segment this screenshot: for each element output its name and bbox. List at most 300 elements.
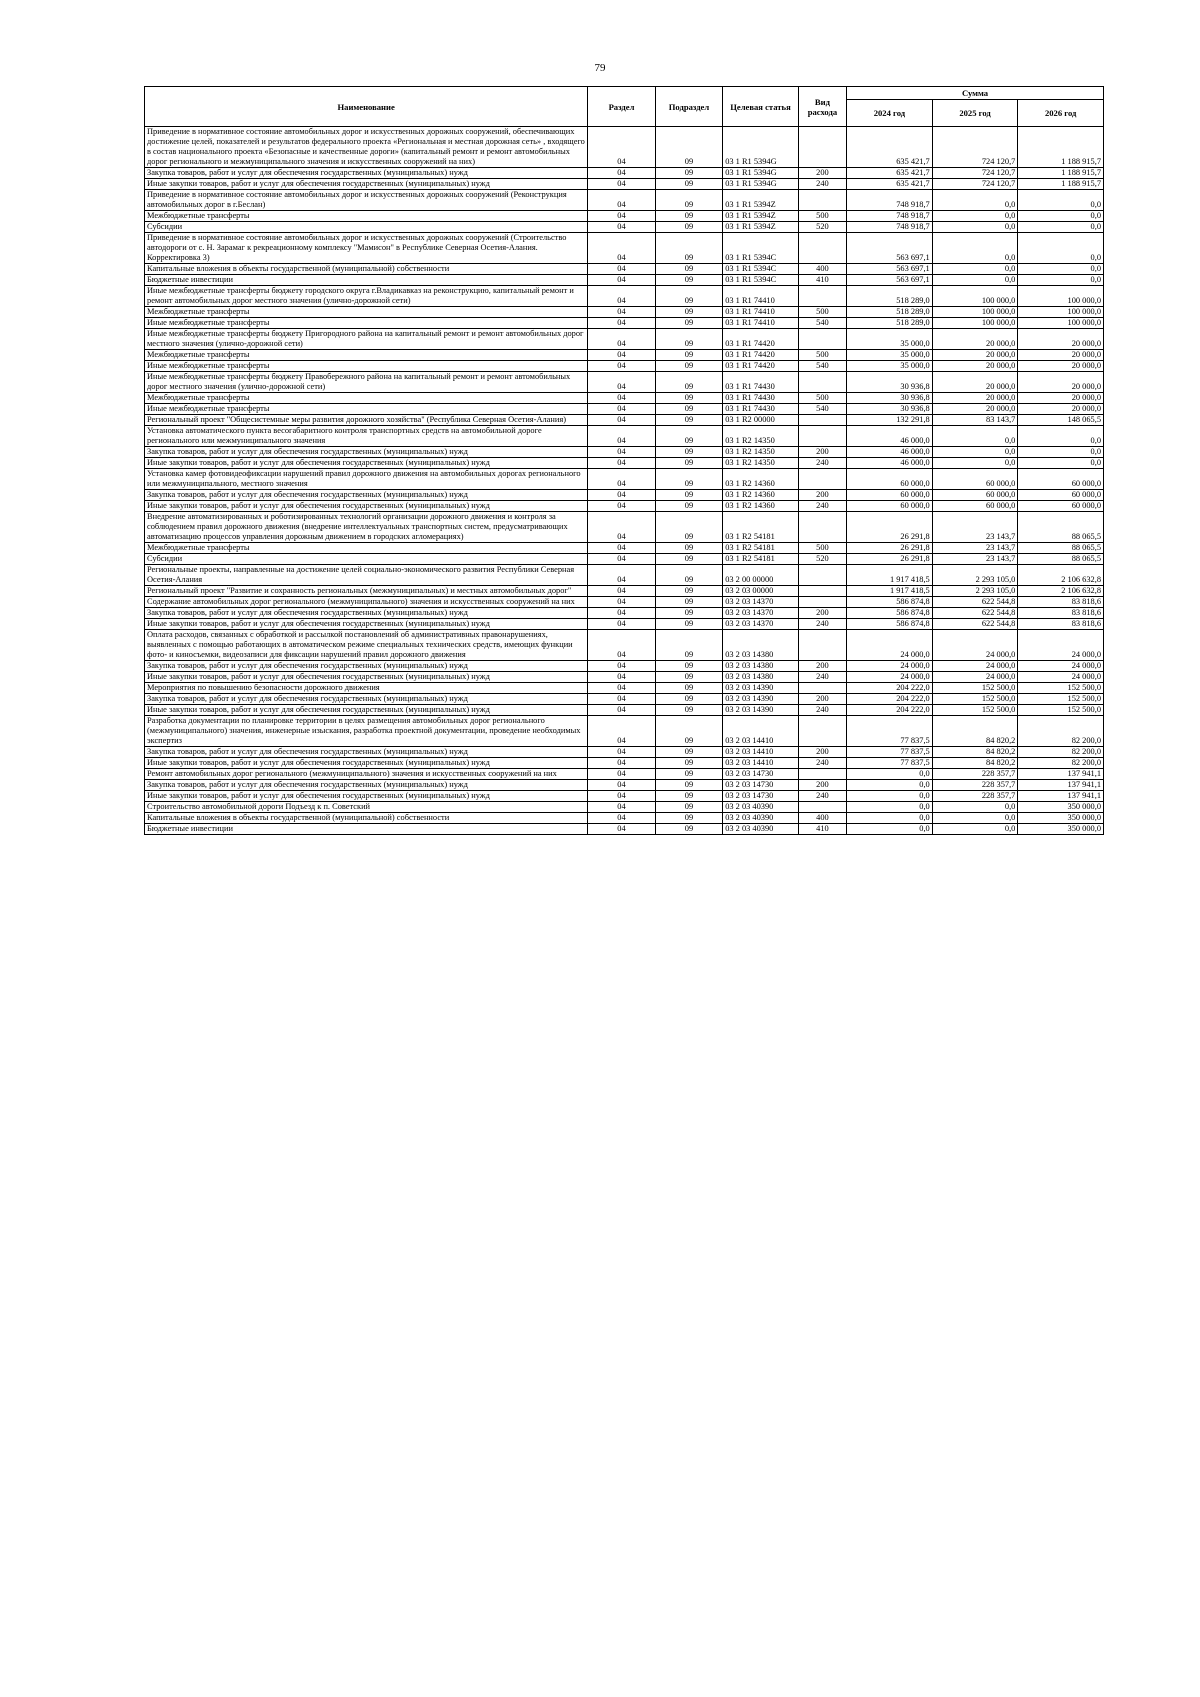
row-subsection: 09 bbox=[655, 361, 722, 372]
row-2026: 60 000,0 bbox=[1018, 501, 1104, 512]
page-number: 79 bbox=[594, 62, 606, 74]
row-2026: 0,0 bbox=[1018, 275, 1104, 286]
row-name: Иные закупки товаров, работ и услуг для обеспечения государственных (муниципальных) нужд bbox=[145, 501, 588, 512]
row-expense-type bbox=[798, 597, 846, 608]
row-target-article: 03 1 R1 5394Z bbox=[723, 222, 799, 233]
row-expense-type: 520 bbox=[798, 222, 846, 233]
row-2026: 2 106 632,8 bbox=[1018, 586, 1104, 597]
row-2025: 60 000,0 bbox=[932, 490, 1018, 501]
row-expense-type: 540 bbox=[798, 361, 846, 372]
row-expense-type: 240 bbox=[798, 501, 846, 512]
row-target-article: 03 1 R1 5394Z bbox=[723, 211, 799, 222]
row-subsection: 09 bbox=[655, 168, 722, 179]
table-row bbox=[145, 469, 1104, 490]
row-2026: 82 200,0 bbox=[1018, 758, 1104, 769]
row-2025: 228 357,7 bbox=[932, 791, 1018, 802]
row-expense-type bbox=[798, 286, 846, 307]
row-name: Закупка товаров, работ и услуг для обеспечения государственных (муниципальных) нужд bbox=[145, 168, 588, 179]
row-2024: 1 917 418,5 bbox=[847, 565, 933, 586]
row-expense-type: 200 bbox=[798, 447, 846, 458]
row-target-article: 03 2 03 14730 bbox=[723, 791, 799, 802]
row-2026: 60 000,0 bbox=[1018, 469, 1104, 490]
row-section: 04 bbox=[588, 361, 655, 372]
row-subsection: 09 bbox=[655, 222, 722, 233]
row-target-article: 03 1 R1 74430 bbox=[723, 404, 799, 415]
row-2024: 563 697,1 bbox=[847, 275, 933, 286]
table-row bbox=[145, 329, 1104, 350]
row-2026: 350 000,0 bbox=[1018, 802, 1104, 813]
row-2026: 24 000,0 bbox=[1018, 630, 1104, 661]
row-2024: 204 222,0 bbox=[847, 683, 933, 694]
row-expense-type bbox=[798, 415, 846, 426]
row-name: Иные закупки товаров, работ и услуг для обеспечения государственных (муниципальных) нужд bbox=[145, 179, 588, 190]
row-section: 04 bbox=[588, 329, 655, 350]
row-2025: 20 000,0 bbox=[932, 393, 1018, 404]
header-section: Раздел bbox=[588, 87, 655, 127]
row-expense-type: 200 bbox=[798, 168, 846, 179]
row-2024: 46 000,0 bbox=[847, 426, 933, 447]
row-2025: 60 000,0 bbox=[932, 469, 1018, 490]
row-2025: 84 820,2 bbox=[932, 758, 1018, 769]
table-row bbox=[145, 608, 1104, 619]
row-name: Межбюджетные трансферты bbox=[145, 543, 588, 554]
row-2024: 0,0 bbox=[847, 791, 933, 802]
row-2026: 0,0 bbox=[1018, 426, 1104, 447]
row-name: Региональный проект "Развитие и сохранность региональных (межмуниципальных) и местных автомобильных дорог" bbox=[145, 586, 588, 597]
row-name: Иные межбюджетные трансферты бюджету Правобережного района на капитальный ремонт и ремонт автомобильных дорог местного значения (улично-дорожной сети) bbox=[145, 372, 588, 393]
row-subsection: 09 bbox=[655, 447, 722, 458]
row-expense-type: 400 bbox=[798, 813, 846, 824]
row-target-article: 03 1 R1 74420 bbox=[723, 350, 799, 361]
row-2025: 0,0 bbox=[932, 813, 1018, 824]
row-2026: 20 000,0 bbox=[1018, 350, 1104, 361]
table-row bbox=[145, 565, 1104, 586]
row-section: 04 bbox=[588, 512, 655, 543]
row-expense-type: 520 bbox=[798, 554, 846, 565]
row-2026: 2 106 632,8 bbox=[1018, 565, 1104, 586]
row-2025: 23 143,7 bbox=[932, 543, 1018, 554]
row-2024: 60 000,0 bbox=[847, 469, 933, 490]
row-section: 04 bbox=[588, 286, 655, 307]
row-name: Бюджетные инвестиции bbox=[145, 275, 588, 286]
table-row bbox=[145, 824, 1104, 835]
row-section: 04 bbox=[588, 619, 655, 630]
table-row bbox=[145, 630, 1104, 661]
row-2025: 622 544,8 bbox=[932, 608, 1018, 619]
row-section: 04 bbox=[588, 404, 655, 415]
row-target-article: 03 1 R2 14350 bbox=[723, 426, 799, 447]
row-target-article: 03 2 03 40390 bbox=[723, 824, 799, 835]
row-expense-type: 500 bbox=[798, 543, 846, 554]
row-name: Иные закупки товаров, работ и услуг для обеспечения государственных (муниципальных) нужд bbox=[145, 791, 588, 802]
row-name: Иные закупки товаров, работ и услуг для обеспечения государственных (муниципальных) нужд bbox=[145, 619, 588, 630]
budget-table bbox=[144, 86, 1104, 835]
row-target-article: 03 2 03 14380 bbox=[723, 630, 799, 661]
row-name: Региональный проект "Общесистемные меры развития дорожного хозяйства" (Республика Северная Осетия-Алания) bbox=[145, 415, 588, 426]
row-section: 04 bbox=[588, 211, 655, 222]
row-expense-type: 400 bbox=[798, 264, 846, 275]
row-subsection: 09 bbox=[655, 415, 722, 426]
header-2025: 2025 год bbox=[932, 100, 1018, 127]
header-subsection: Подраздел bbox=[655, 87, 722, 127]
table-row bbox=[145, 307, 1104, 318]
row-2024: 1 917 418,5 bbox=[847, 586, 933, 597]
budget-table-body bbox=[145, 127, 1104, 835]
row-2025: 2 293 105,0 bbox=[932, 565, 1018, 586]
row-expense-type: 410 bbox=[798, 275, 846, 286]
row-subsection: 09 bbox=[655, 190, 722, 211]
row-2024: 30 936,8 bbox=[847, 393, 933, 404]
row-subsection: 09 bbox=[655, 264, 722, 275]
row-name: Иные закупки товаров, работ и услуг для обеспечения государственных (муниципальных) нужд bbox=[145, 758, 588, 769]
row-subsection: 09 bbox=[655, 350, 722, 361]
row-2024: 46 000,0 bbox=[847, 447, 933, 458]
row-target-article: 03 2 03 40390 bbox=[723, 813, 799, 824]
table-row bbox=[145, 683, 1104, 694]
table-row bbox=[145, 661, 1104, 672]
row-2024: 0,0 bbox=[847, 802, 933, 813]
row-subsection: 09 bbox=[655, 404, 722, 415]
row-2024: 35 000,0 bbox=[847, 350, 933, 361]
header-name: Наименование bbox=[145, 87, 588, 127]
row-2024: 748 918,7 bbox=[847, 190, 933, 211]
row-2024: 35 000,0 bbox=[847, 329, 933, 350]
row-subsection: 09 bbox=[655, 597, 722, 608]
table-row bbox=[145, 179, 1104, 190]
row-expense-type: 240 bbox=[798, 458, 846, 469]
row-2024: 24 000,0 bbox=[847, 672, 933, 683]
row-expense-type bbox=[798, 190, 846, 211]
row-subsection: 09 bbox=[655, 426, 722, 447]
header-sum: Сумма bbox=[847, 87, 1104, 100]
row-2025: 152 500,0 bbox=[932, 683, 1018, 694]
row-section: 04 bbox=[588, 780, 655, 791]
row-2024: 0,0 bbox=[847, 824, 933, 835]
row-2024: 30 936,8 bbox=[847, 404, 933, 415]
row-section: 04 bbox=[588, 447, 655, 458]
table-row bbox=[145, 361, 1104, 372]
row-name: Разработка документации по планировке территории в целях размещения автомобильных дорог регионального (межмуниципального) значения, инженерные изыскания, разработка проектной документации, проведение необходимых экспертиз bbox=[145, 716, 588, 747]
row-expense-type bbox=[798, 683, 846, 694]
row-subsection: 09 bbox=[655, 490, 722, 501]
table-row bbox=[145, 769, 1104, 780]
row-expense-type bbox=[798, 426, 846, 447]
row-2025: 724 120,7 bbox=[932, 179, 1018, 190]
row-name: Приведение в нормативное состояние автомобильных дорог и искусственных дорожных сооружений, обеспечивающих достижение целей, показателей и результатов федерального проекта «Региональная и местная дорожная сеть» , входящего в состав национального проекта «Безопасные и качественные дороги» (капитальный ремонт и ремонт автомобильных дорог регионального и межмуниципального значения и искусственных сооружений на них) bbox=[145, 127, 588, 168]
row-name: Иные межбюджетные трансферты bbox=[145, 361, 588, 372]
row-expense-type: 500 bbox=[798, 307, 846, 318]
row-2025: 20 000,0 bbox=[932, 329, 1018, 350]
row-expense-type: 500 bbox=[798, 350, 846, 361]
row-2026: 20 000,0 bbox=[1018, 404, 1104, 415]
row-target-article: 03 2 03 14390 bbox=[723, 705, 799, 716]
row-2025: 152 500,0 bbox=[932, 694, 1018, 705]
row-target-article: 03 2 03 14410 bbox=[723, 747, 799, 758]
table-row bbox=[145, 802, 1104, 813]
row-section: 04 bbox=[588, 501, 655, 512]
row-2024: 26 291,8 bbox=[847, 512, 933, 543]
row-2026: 83 818,6 bbox=[1018, 619, 1104, 630]
row-section: 04 bbox=[588, 824, 655, 835]
row-target-article: 03 1 R1 5394C bbox=[723, 233, 799, 264]
row-target-article: 03 2 03 14380 bbox=[723, 672, 799, 683]
row-name: Приведение в нормативное состояние автомобильных дорог и искусственных дорожных сооружений (Строительство автодороги от с. Н. Зарамаг к рекреационному комплексу "Мамисон" в Республике Северная Осетия-Алания. Корректировка 3) bbox=[145, 233, 588, 264]
row-target-article: 03 2 03 14410 bbox=[723, 758, 799, 769]
row-2026: 137 941,1 bbox=[1018, 780, 1104, 791]
row-name: Капитальные вложения в объекты государственной (муниципальной) собственности bbox=[145, 264, 588, 275]
row-name: Установка камер фотовидеофиксации нарушений правил дорожного движения на автомобильных дорогах регионального или межмуниципального, местного значения bbox=[145, 469, 588, 490]
row-2024: 60 000,0 bbox=[847, 490, 933, 501]
header-expense-type: Вид расхода bbox=[798, 87, 846, 127]
row-target-article: 03 2 03 14390 bbox=[723, 694, 799, 705]
row-2025: 100 000,0 bbox=[932, 307, 1018, 318]
table-row bbox=[145, 512, 1104, 543]
row-2026: 88 065,5 bbox=[1018, 512, 1104, 543]
row-2025: 228 357,7 bbox=[932, 780, 1018, 791]
row-name: Межбюджетные трансферты bbox=[145, 350, 588, 361]
row-2026: 24 000,0 bbox=[1018, 661, 1104, 672]
row-section: 04 bbox=[588, 769, 655, 780]
row-2024: 563 697,1 bbox=[847, 233, 933, 264]
row-2026: 20 000,0 bbox=[1018, 393, 1104, 404]
header-target-article: Целевая статья bbox=[723, 87, 799, 127]
row-section: 04 bbox=[588, 490, 655, 501]
row-target-article: 03 1 R2 00000 bbox=[723, 415, 799, 426]
row-2025: 100 000,0 bbox=[932, 318, 1018, 329]
table-row bbox=[145, 780, 1104, 791]
row-name: Иные закупки товаров, работ и услуг для обеспечения государственных (муниципальных) нужд bbox=[145, 705, 588, 716]
row-expense-type: 500 bbox=[798, 211, 846, 222]
table-row bbox=[145, 716, 1104, 747]
row-name: Бюджетные инвестиции bbox=[145, 824, 588, 835]
row-2025: 2 293 105,0 bbox=[932, 586, 1018, 597]
row-target-article: 03 1 R1 74420 bbox=[723, 361, 799, 372]
row-section: 04 bbox=[588, 630, 655, 661]
row-target-article: 03 2 03 00000 bbox=[723, 586, 799, 597]
row-name: Межбюджетные трансферты bbox=[145, 211, 588, 222]
row-expense-type bbox=[798, 586, 846, 597]
row-name: Закупка товаров, работ и услуг для обеспечения государственных (муниципальных) нужд bbox=[145, 780, 588, 791]
row-section: 04 bbox=[588, 608, 655, 619]
row-2024: 748 918,7 bbox=[847, 211, 933, 222]
row-subsection: 09 bbox=[655, 372, 722, 393]
row-name: Установка автоматического пункта весогабаритного контроля транспортных средств на автомобильной дороге регионального или межмуниципального значения bbox=[145, 426, 588, 447]
row-subsection: 09 bbox=[655, 694, 722, 705]
row-subsection: 09 bbox=[655, 233, 722, 264]
row-name: Межбюджетные трансферты bbox=[145, 307, 588, 318]
row-subsection: 09 bbox=[655, 512, 722, 543]
row-subsection: 09 bbox=[655, 758, 722, 769]
table-row bbox=[145, 490, 1104, 501]
row-2026: 0,0 bbox=[1018, 458, 1104, 469]
row-2024: 24 000,0 bbox=[847, 630, 933, 661]
row-section: 04 bbox=[588, 307, 655, 318]
row-section: 04 bbox=[588, 318, 655, 329]
table-row bbox=[145, 318, 1104, 329]
row-subsection: 09 bbox=[655, 630, 722, 661]
row-2026: 83 818,6 bbox=[1018, 597, 1104, 608]
row-section: 04 bbox=[588, 747, 655, 758]
row-section: 04 bbox=[588, 264, 655, 275]
row-name: Закупка товаров, работ и услуг для обеспечения государственных (муниципальных) нужд bbox=[145, 608, 588, 619]
row-subsection: 09 bbox=[655, 672, 722, 683]
row-2026: 0,0 bbox=[1018, 190, 1104, 211]
row-2024: 518 289,0 bbox=[847, 286, 933, 307]
row-subsection: 09 bbox=[655, 543, 722, 554]
row-section: 04 bbox=[588, 393, 655, 404]
row-subsection: 09 bbox=[655, 458, 722, 469]
row-2024: 26 291,8 bbox=[847, 543, 933, 554]
row-subsection: 09 bbox=[655, 802, 722, 813]
row-2024: 635 421,7 bbox=[847, 127, 933, 168]
row-target-article: 03 1 R1 5394Z bbox=[723, 190, 799, 211]
row-expense-type bbox=[798, 769, 846, 780]
row-target-article: 03 1 R1 74430 bbox=[723, 372, 799, 393]
row-section: 04 bbox=[588, 802, 655, 813]
row-2025: 724 120,7 bbox=[932, 127, 1018, 168]
row-section: 04 bbox=[588, 190, 655, 211]
row-name: Иные межбюджетные трансферты bbox=[145, 404, 588, 415]
row-expense-type bbox=[798, 233, 846, 264]
row-subsection: 09 bbox=[655, 769, 722, 780]
row-2024: 204 222,0 bbox=[847, 705, 933, 716]
row-2025: 23 143,7 bbox=[932, 512, 1018, 543]
row-2026: 1 188 915,7 bbox=[1018, 127, 1104, 168]
table-row bbox=[145, 554, 1104, 565]
row-2026: 88 065,5 bbox=[1018, 554, 1104, 565]
row-2024: 0,0 bbox=[847, 813, 933, 824]
row-name: Ремонт автомобильных дорог регионального (межмуниципального) значения и искусственных сооружений на них bbox=[145, 769, 588, 780]
table-row bbox=[145, 747, 1104, 758]
row-name: Внедрение автоматизированных и роботизированных технологий организации дорожного движения и контроля за соблюдением правил дорожного движения (внедрение интеллектуальных транспортных систем, предусматривающих автоматизацию процессов управления дорожным движением в городских агломерациях) bbox=[145, 512, 588, 543]
row-target-article: 03 1 R2 14350 bbox=[723, 447, 799, 458]
row-section: 04 bbox=[588, 372, 655, 393]
row-2026: 152 500,0 bbox=[1018, 683, 1104, 694]
row-2024: 748 918,7 bbox=[847, 222, 933, 233]
row-section: 04 bbox=[588, 426, 655, 447]
row-2024: 0,0 bbox=[847, 769, 933, 780]
row-subsection: 09 bbox=[655, 127, 722, 168]
row-2026: 1 188 915,7 bbox=[1018, 179, 1104, 190]
row-subsection: 09 bbox=[655, 747, 722, 758]
row-target-article: 03 1 R1 5394G bbox=[723, 127, 799, 168]
row-section: 04 bbox=[588, 469, 655, 490]
row-2025: 622 544,8 bbox=[932, 619, 1018, 630]
row-2025: 0,0 bbox=[932, 802, 1018, 813]
row-2024: 586 874,8 bbox=[847, 619, 933, 630]
row-target-article: 03 1 R2 14360 bbox=[723, 469, 799, 490]
row-subsection: 09 bbox=[655, 824, 722, 835]
row-2025: 0,0 bbox=[932, 275, 1018, 286]
row-2026: 82 200,0 bbox=[1018, 716, 1104, 747]
row-2026: 0,0 bbox=[1018, 233, 1104, 264]
table-row bbox=[145, 350, 1104, 361]
row-section: 04 bbox=[588, 415, 655, 426]
row-name: Мероприятия по повышению безопасности дорожного движения bbox=[145, 683, 588, 694]
row-2025: 0,0 bbox=[932, 222, 1018, 233]
row-2026: 60 000,0 bbox=[1018, 490, 1104, 501]
row-target-article: 03 2 03 14370 bbox=[723, 597, 799, 608]
row-expense-type: 240 bbox=[798, 179, 846, 190]
table-row bbox=[145, 758, 1104, 769]
table-row bbox=[145, 275, 1104, 286]
row-name: Иные межбюджетные трансферты bbox=[145, 318, 588, 329]
table-row bbox=[145, 543, 1104, 554]
row-name: Субсидии bbox=[145, 222, 588, 233]
row-subsection: 09 bbox=[655, 608, 722, 619]
row-target-article: 03 2 03 14380 bbox=[723, 661, 799, 672]
row-subsection: 09 bbox=[655, 554, 722, 565]
row-subsection: 09 bbox=[655, 791, 722, 802]
table-row bbox=[145, 586, 1104, 597]
row-2026: 82 200,0 bbox=[1018, 747, 1104, 758]
row-2025: 0,0 bbox=[932, 211, 1018, 222]
row-name: Иные межбюджетные трансферты бюджету городского округа г.Владикавказ на реконструкцию, капитальный ремонт и ремонт автомобильных дорог местного значения (улично-дорожной сети) bbox=[145, 286, 588, 307]
row-section: 04 bbox=[588, 458, 655, 469]
row-target-article: 03 1 R2 14360 bbox=[723, 501, 799, 512]
table-row bbox=[145, 415, 1104, 426]
row-2025: 84 820,2 bbox=[932, 716, 1018, 747]
row-expense-type: 540 bbox=[798, 318, 846, 329]
row-2026: 350 000,0 bbox=[1018, 824, 1104, 835]
row-section: 04 bbox=[588, 672, 655, 683]
row-expense-type: 200 bbox=[798, 780, 846, 791]
row-expense-type: 200 bbox=[798, 490, 846, 501]
row-subsection: 09 bbox=[655, 780, 722, 791]
row-2024: 77 837,5 bbox=[847, 716, 933, 747]
row-2026: 20 000,0 bbox=[1018, 372, 1104, 393]
row-name: Содержание автомобильных дорог регионального (межмуниципального) значения и искусственных сооружений на них bbox=[145, 597, 588, 608]
row-name: Иные закупки товаров, работ и услуг для обеспечения государственных (муниципальных) нужд bbox=[145, 672, 588, 683]
row-target-article: 03 1 R1 74410 bbox=[723, 286, 799, 307]
row-expense-type: 240 bbox=[798, 705, 846, 716]
row-target-article: 03 2 03 40390 bbox=[723, 802, 799, 813]
row-subsection: 09 bbox=[655, 286, 722, 307]
header-2026: 2026 год bbox=[1018, 100, 1104, 127]
row-2026: 0,0 bbox=[1018, 447, 1104, 458]
row-subsection: 09 bbox=[655, 683, 722, 694]
table-row bbox=[145, 372, 1104, 393]
row-target-article: 03 1 R1 74430 bbox=[723, 393, 799, 404]
row-subsection: 09 bbox=[655, 307, 722, 318]
table-row bbox=[145, 813, 1104, 824]
row-expense-type: 200 bbox=[798, 694, 846, 705]
row-section: 04 bbox=[588, 716, 655, 747]
row-2025: 0,0 bbox=[932, 824, 1018, 835]
row-2024: 635 421,7 bbox=[847, 179, 933, 190]
row-expense-type: 200 bbox=[798, 608, 846, 619]
table-row bbox=[145, 458, 1104, 469]
row-name: Региональные проекты, направленные на достижение целей социально-экономического развития Республики Северная Осетия-Алания bbox=[145, 565, 588, 586]
row-2026: 88 065,5 bbox=[1018, 543, 1104, 554]
table-row bbox=[145, 426, 1104, 447]
row-2024: 518 289,0 bbox=[847, 307, 933, 318]
row-expense-type: 200 bbox=[798, 661, 846, 672]
header-2024: 2024 год bbox=[847, 100, 933, 127]
row-2025: 228 357,7 bbox=[932, 769, 1018, 780]
row-2024: 35 000,0 bbox=[847, 361, 933, 372]
row-2025: 24 000,0 bbox=[932, 661, 1018, 672]
row-section: 04 bbox=[588, 705, 655, 716]
row-target-article: 03 1 R1 74420 bbox=[723, 329, 799, 350]
row-subsection: 09 bbox=[655, 501, 722, 512]
row-2024: 46 000,0 bbox=[847, 458, 933, 469]
row-2026: 152 500,0 bbox=[1018, 694, 1104, 705]
row-target-article: 03 1 R1 5394C bbox=[723, 264, 799, 275]
row-name: Оплата расходов, связанных с обработкой и рассылкой постановлений об административных правонарушениях, выявленных с помощью работающих в автоматическом режиме специальных технических средств, имеющих функции фото- и киносъемки, видеозаписи для фиксации нарушений правил дорожного движения bbox=[145, 630, 588, 661]
row-2024: 563 697,1 bbox=[847, 264, 933, 275]
row-2025: 23 143,7 bbox=[932, 554, 1018, 565]
